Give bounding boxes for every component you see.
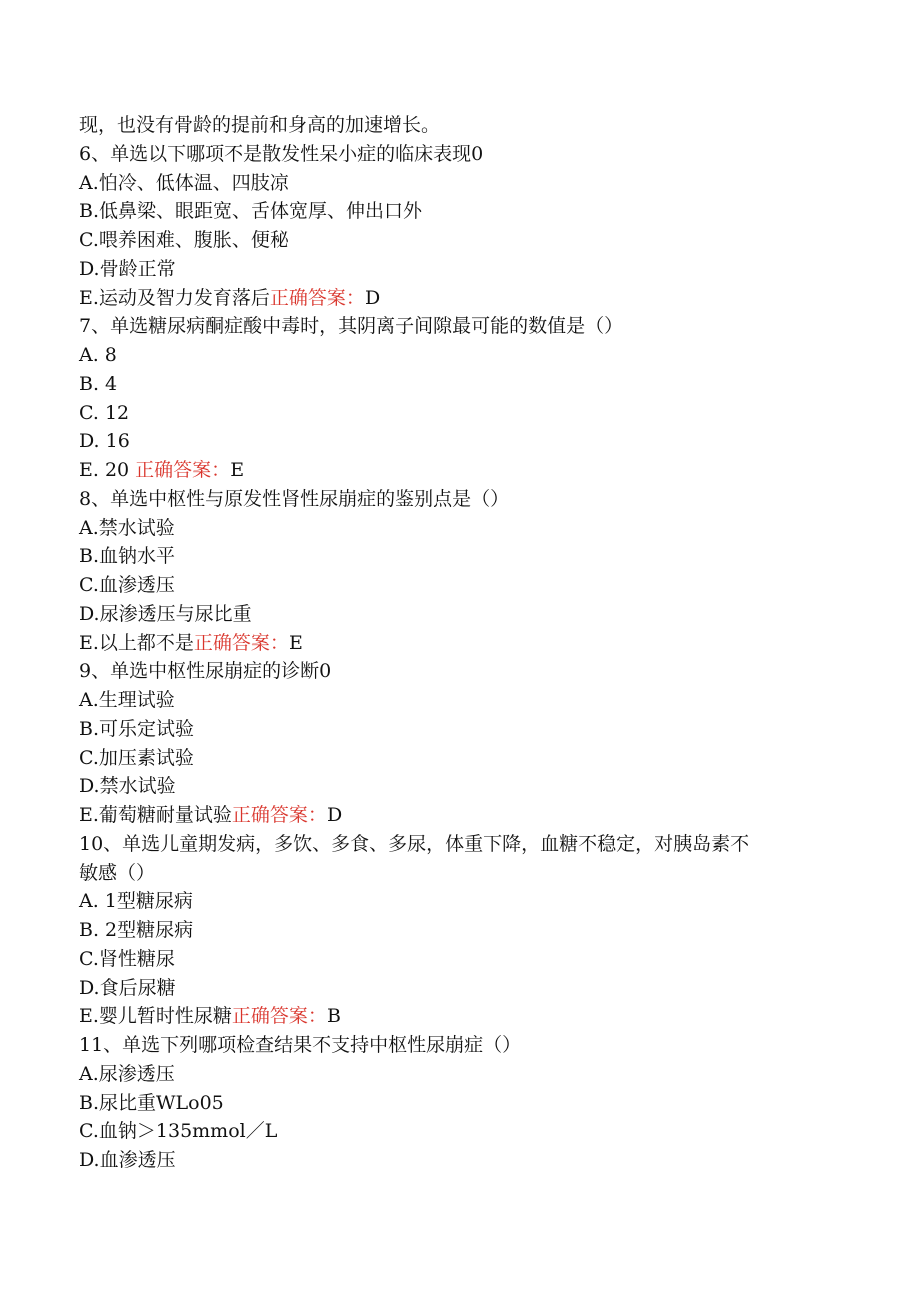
line-text: D.骨龄正常 (79, 257, 176, 280)
line-text: 7、单选糖尿病酮症酸中毒时，其阴离子间隙最可能的数值是（） (79, 315, 624, 338)
text-line (79, 772, 859, 801)
line-text: B. 2型糖尿病 (79, 919, 194, 941)
line-text: C. 12 (79, 401, 130, 424)
line-text: 9、单选中枢性尿崩症的诊断0 (79, 660, 332, 683)
text-line (79, 456, 859, 485)
text-line (79, 485, 859, 514)
line-text: D.禁水试验 (79, 775, 176, 798)
text-line (79, 284, 859, 313)
text-line (79, 887, 859, 916)
answer-label: 正确答案： (231, 804, 327, 826)
answer-value: D (326, 804, 343, 826)
line-text: A. 8 (79, 344, 117, 366)
text-line (79, 542, 859, 571)
text-line (79, 629, 859, 658)
text-line (79, 255, 859, 284)
text-line (79, 859, 859, 888)
answer-label: 正确答案： (193, 631, 289, 654)
answer-value: B (326, 1005, 341, 1028)
text-line (79, 514, 859, 543)
text-line (79, 1031, 859, 1060)
answer-label: 正确答案： (269, 286, 365, 309)
text-line (79, 916, 859, 945)
text-line (79, 1002, 859, 1031)
text-line (79, 801, 859, 830)
line-text: B.低鼻梁、眼距宽、舌体宽厚、伸出口外 (79, 200, 423, 223)
line-text: 11、单选下列哪项检查结果不支持中枢性尿崩症（） (79, 1034, 522, 1056)
line-text: A. 1型糖尿病 (79, 890, 193, 913)
text-line (79, 427, 859, 456)
answer-label: 正确答案： (231, 1005, 327, 1028)
line-text: 10、单选儿童期发病，多饮、多食、多尿，体重下降，血糖不稳定，对胰岛素不 (79, 832, 750, 855)
line-text: D.尿渗透压与尿比重 (79, 602, 252, 625)
line-text: A.怕冷、低体温、四肢凉 (79, 171, 289, 194)
line-text: B.可乐定试验 (79, 717, 195, 740)
line-text: 8、单选中枢性与原发性肾性尿崩症的鉴别点是（） (79, 487, 510, 510)
answer-value: E (230, 459, 245, 481)
text-line (79, 140, 859, 169)
text-line (79, 370, 859, 399)
line-text: C.血渗透压 (79, 574, 175, 596)
line-text: D.食后尿糖 (79, 976, 176, 999)
answer-label: 正确答案： (135, 459, 231, 481)
line-text: E.婴儿暂时性尿糖 (79, 1005, 232, 1028)
line-text: C.喂养困难、腹胀、便秘 (79, 229, 289, 251)
text-line (79, 945, 859, 974)
text-line (79, 1117, 859, 1146)
text-line (79, 686, 859, 715)
line-text: C.加压素试验 (79, 746, 194, 769)
text-line (79, 830, 859, 859)
line-text: D.血渗透压 (79, 1149, 176, 1171)
line-text: A.禁水试验 (79, 516, 175, 539)
line-text: E.葡萄糖耐量试验 (79, 804, 232, 826)
line-text: B.血钠水平 (79, 545, 176, 568)
line-text: A.尿渗透压 (79, 1062, 175, 1085)
document-body (79, 111, 859, 1175)
text-line (79, 657, 859, 686)
text-line (79, 600, 859, 629)
line-text: A.生理试验 (79, 689, 175, 711)
text-line (79, 111, 859, 140)
line-text: E.以上都不是 (79, 631, 194, 654)
line-text: C.血钠＞135mmol／L (79, 1120, 278, 1143)
line-text: 6、单选以下哪项不是散发性呆小症的临床表现0 (79, 142, 484, 165)
text-line (79, 226, 859, 255)
text-line (79, 715, 859, 744)
line-text: B. 4 (79, 372, 118, 395)
text-line (79, 1146, 859, 1175)
text-line (79, 399, 859, 428)
line-text: E. 20 (79, 459, 136, 481)
text-line (79, 1089, 859, 1118)
text-line (79, 197, 859, 226)
answer-value: E (288, 631, 303, 654)
text-line (79, 571, 859, 600)
text-line (79, 169, 859, 198)
line-text: D. 16 (79, 430, 130, 453)
text-line (79, 1060, 859, 1089)
line-text: C.肾性糖尿 (79, 947, 175, 970)
line-text: B.尿比重WLo05 (79, 1091, 224, 1114)
line-text: E.运动及智力发育落后 (79, 286, 270, 309)
text-line (79, 744, 859, 773)
text-line (79, 341, 859, 370)
line-text: 敏感（） (79, 861, 156, 884)
text-line (79, 312, 859, 341)
answer-value: D (364, 286, 381, 309)
line-text: 现，也没有骨龄的提前和身高的加速增长。 (79, 114, 441, 136)
text-line (79, 974, 859, 1003)
